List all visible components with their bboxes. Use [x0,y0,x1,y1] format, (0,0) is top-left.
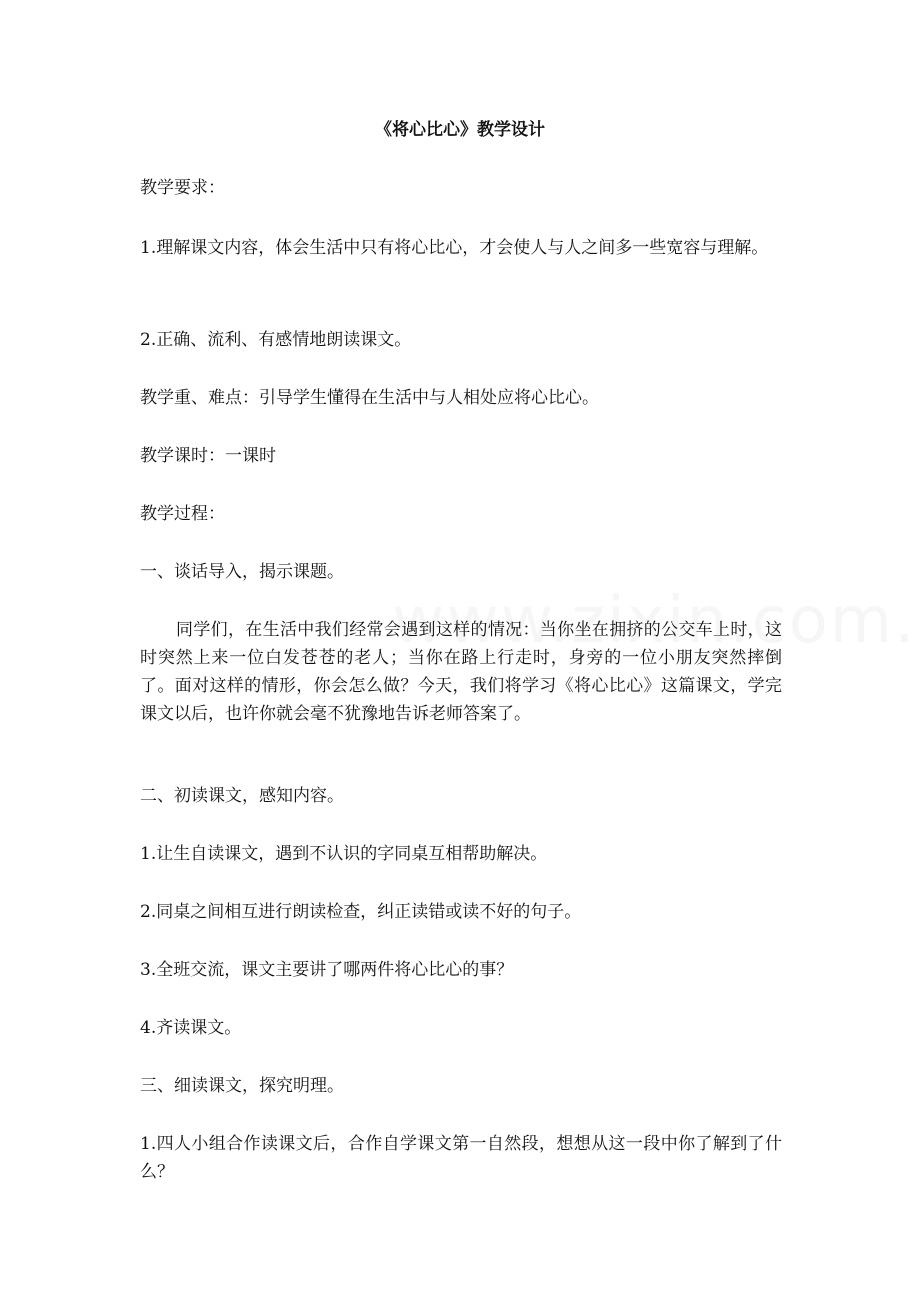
step-3-heading: 三、细读课文，探究明理。 [140,1076,344,1096]
step-1-body: 同学们，在生活中我们经常会遇到这样的情况：当你坐在拥挤的公交车上时，这时突然上来一位白发苍苍的老人；当你在路上行走时，身旁的一位小朋友突然摔倒了。面对这样的情形，你会怎么做？今天，我们将学习《将心比心》这篇课文，学完课文以后，也许你就会毫不犹豫地告诉老师答案了。 [140,620,782,724]
step-2-heading: 二、初读课文，感知内容。 [140,786,344,806]
step-2-item-3: 3.全班交流，课文主要讲了哪两件将心比心的事？ [140,960,514,980]
step-2-item-4: 4.齐读课文。 [140,1018,242,1038]
requirement-item-1: 1.理解课文内容，体会生活中只有将心比心，才会使人与人之间多一些宽容与理解。 [140,238,769,258]
key-difficult-points: 教学重、难点：引导学生懂得在生活中与人相处应将心比心。 [140,388,599,408]
class-hours: 教学课时：一课时 [140,446,276,466]
step-2-item-1: 1.让生自读课文，遇到不认识的字同桌互相帮助解决。 [140,844,548,864]
section-label-requirements: 教学要求： [140,178,225,198]
step-2-item-2: 2.同桌之间相互进行朗读检查，纠正读错或读不好的句子。 [140,902,582,922]
step-3-item-1: 1.四人小组合作读课文后，合作自学课文第一自然段，想想从这一段中你了解到了什么？ [140,1134,782,1182]
section-label-process: 教学过程： [140,504,225,524]
document-title: 《将心比心》教学设计 [375,120,545,140]
requirement-item-2: 2.正确、流利、有感情地朗读课文。 [140,330,412,350]
step-1-heading: 一、谈话导入，揭示课题。 [140,562,344,582]
